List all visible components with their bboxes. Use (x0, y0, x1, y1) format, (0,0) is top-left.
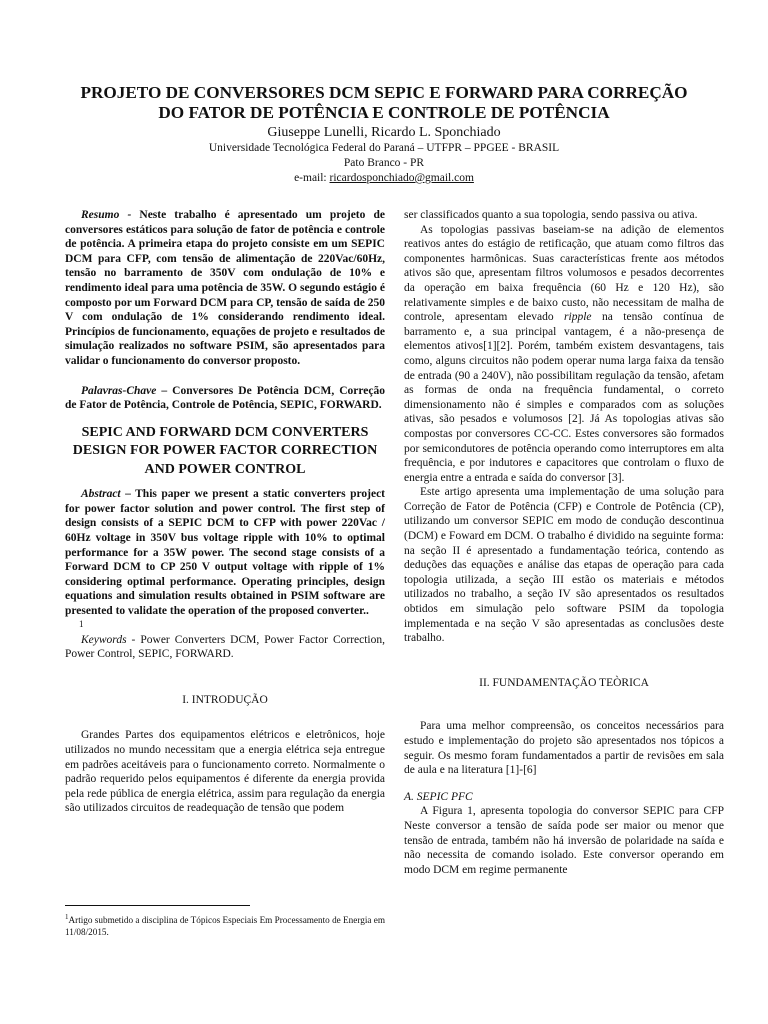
footnote-rule (65, 905, 250, 906)
title-line-2: DO FATOR DE POTÊNCIA E CONTROLE DE POTÊNCIA (158, 103, 610, 122)
abstract-text: – This paper we present a static converters project for power factor solution and power control. The first step of design consists of a SEPIC DCM to CFP with power 220Vac / 60Hz voltage in 350V bus voltage ripple with 10% to optimal performance for a 35W power. The second stage consists of a Forward DCM to CP 250 V output voltage with ripple of 1% considering optimal performance. Operating principles, design equations and simulation results obtained in PSIM software are presented to validate the operation of the proposed converter.. (65, 488, 385, 617)
footnote (65, 911, 385, 938)
palavras-chave-paragraph (65, 384, 385, 413)
keywords-paragraph (65, 633, 385, 662)
intro-paragraph: Grandes Partes dos equipamentos elétricos e eletrônicos, hoje utilizados no mundo necessitam que a energia elétrica seja entregue em padrões aceitáveis para o funcionamento correto. Normalmente o padrão requerido pelos equipamentos é diferente da energia provida pela rede pública de energia elétrica, assim para regulação da energia são utilizados circuitos de readequação de tensão que podem (65, 729, 385, 815)
email-label: e-mail: (294, 172, 330, 184)
city: Pato Branco - PR (343, 157, 425, 169)
resumo-paragraph (65, 208, 385, 369)
palavras-chave-text: – Conversores De Potência DCM, Correção de Fator de Potência, Controle de Potência, SEPIC, FORWARD. (65, 384, 385, 412)
sepic-pfc-paragraph: A Figura 1, apresenta topologia do conversor SEPIC para CFP Neste conversor a tensão de saída pode ser maior ou menor que tensão de entrada, também não há inversão de polaridade na saída e não necessita de comando isolado. Este conversor operando em modo DCM em regime permanente (404, 805, 724, 876)
title-line-1: PROJETO DE CONVERSORES DCM SEPIC E FORWARD PARA CORREÇÃO (80, 83, 688, 102)
passive-text-a: As topologias passivas baseiam-se na adição de elementos reativos antes do estágio de retificação, que atuam como filtros das componentes harmônicas. Suas características frente aos métodos ativos são que, apresentam filtros volumosos e pesados decorrentes da operação em baixa frequência (60 Hz e 120 Hz), são relativamente simples e de baixo custo, não necessitam de malha de controle, apresentam elevado (404, 223, 724, 324)
footnote-marker: 1 (79, 618, 84, 629)
section-2-heading: II. FUNDAMENTAÇÃO TEÒRICA (479, 676, 649, 689)
keywords-label: Keywords - (81, 633, 136, 646)
passive-text-b: na tensão contínua de barramento e, a sua principal vantagem, é a não-presença de elementos ativos[1][2]. Porém, também existem desvantagens, tais como, alguns circuitos não podem operar numa larga faixa da tensão de entrada (90 a 240V), não possibilitam regulação da tensão, afetam as formas de onda na frequência fundamental, o correto dimensionamento não é simples e comparados com as soluções ativas, são pesados e volumosos [2]. Já As topologias ativas são compostas por conversores CC-CC. Estes conversores são formados por semicondutores de potência operando como interruptores em alta frequência, e por indutores e capacitores que controlam o fluxo de energia entre a entrada e saída do conversor [3]. (404, 311, 724, 484)
footnote-text: Artigo submetido a disciplina de Tópicos Especiais Em Processamento de Energia em 11/08/2015. (65, 915, 385, 938)
passive-topologies-paragraph (404, 223, 724, 486)
paper-header (0, 83, 768, 186)
ripple-term: ripple (564, 311, 592, 324)
subsection-a-heading: A. SEPIC PFC (404, 790, 473, 803)
english-title: SEPIC AND FORWARD DCM CONVERTERS DESIGN FOR POWER FACTOR CORRECTION AND POWER CONTROL (72, 424, 378, 477)
resumo-text: Neste trabalho é apresentado um projeto de conversores estáticos para solução de fator de potência e controle de potência. A primeira etapa do projeto consiste em um SEPIC DCM para CFP, com tensão de alimentação de 220Vac/60Hz, tensão no barramento de 350V com ondulação de 10% e rendimento ideal para uma potência de 35W. O segundo estágio é composto por um Forward DCM para CP, tensão de saída de 250 V com ondulação de 1% considerando rendimento ideal. Princípios de funcionamento, equações de projeto e resultados de simulação realizados no software PSIM, são apresentados para validar o funcionamento do conversor proposto. (65, 209, 385, 367)
keywords-text: Power Converters DCM, Power Factor Correction, Power Control, SEPIC, FORWARD. (65, 633, 385, 661)
article-overview-paragraph: Este artigo apresenta uma implementação de uma solução para Correção de Fator de Potência (CFP) e Controle de Potência (CP), utilizando um conversor SEPIC em modo de condução descontinua (DCM) e Foward em DCM. O trabalho é dividido na seguinte forma: na seção II é apresentado a fundamentação teórica, contendo as deduções das equações e análise das etapas de operação para cada topologia utilizada, a seção III estão os materiais e métodos utilizados no trabalho, a seção IV são apresentados os resultados obtidos em simulação pelo software PSIM da topologia implementada e na seção V são apresentadas as conclusões deste trabalho. (404, 486, 724, 645)
email-link[interactable]: ricardosponchiado@gmail.com (329, 172, 474, 184)
abstract-paragraph (65, 487, 385, 618)
left-column (65, 208, 385, 816)
paper-title (34, 83, 734, 123)
right-column (404, 208, 724, 877)
affiliation: Universidade Tecnológica Federal do Paraná – UTFPR – PPGEE - BRASIL (208, 142, 560, 154)
resumo-label: Resumo - (81, 209, 132, 221)
abstract-label: Abstract (81, 488, 121, 501)
classification-paragraph: ser classificados quanto a sua topologia, sendo passiva ou ativa. (404, 209, 698, 221)
fundamentals-paragraph: Para uma melhor compreensão, os conceitos necessários para estudo e implementação do projeto são apresentados nos tópicos a seguir. Os mesmo foram fundamentados a partir de revisões em sala de aula e na literatura [1]-[6] (404, 720, 724, 777)
section-1-heading: I. INTRODUÇÃO (182, 693, 268, 706)
email-line (0, 171, 768, 186)
footnote-number: 1 (65, 913, 69, 921)
authors: Giuseppe Lunelli, Ricardo L. Sponchiado (267, 125, 501, 140)
palavras-chave-label: Palavras-Chave (81, 384, 157, 397)
